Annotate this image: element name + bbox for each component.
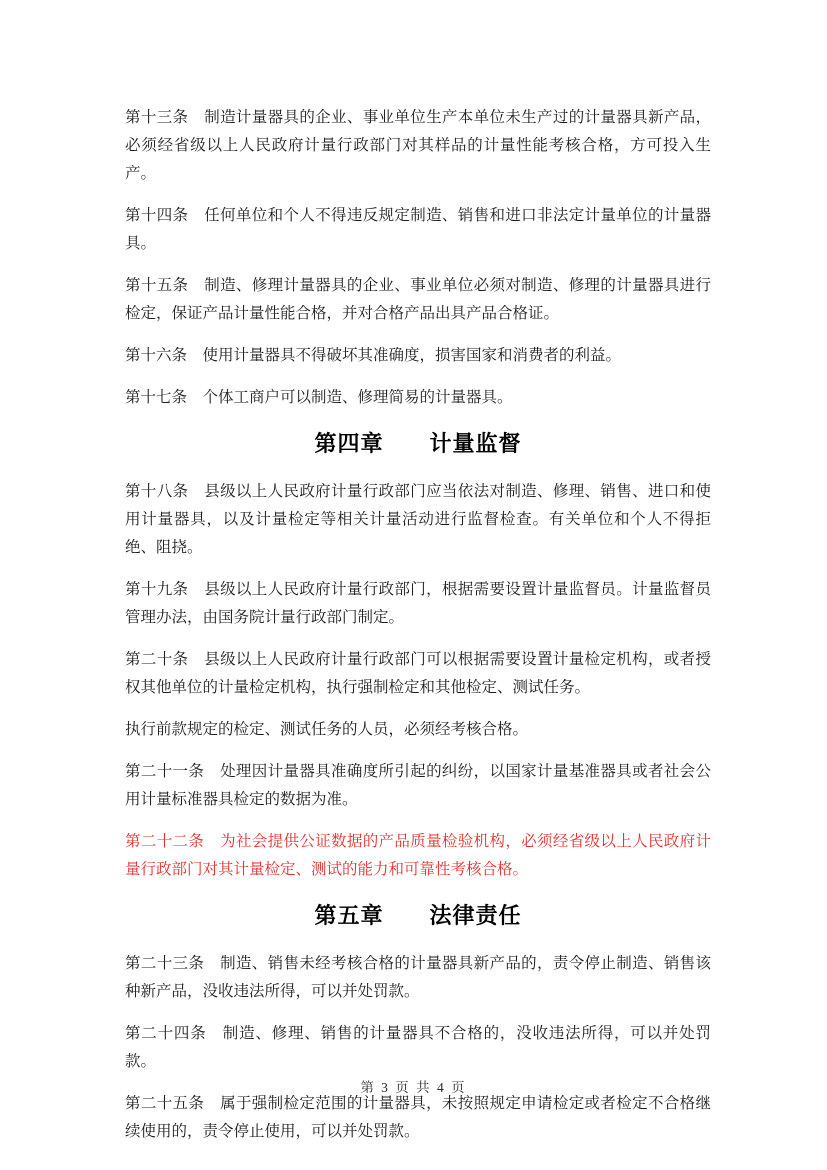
article-paragraph: 第二十五条 属于强制检定范围的计量器具，未按照规定申请检定或者检定不合格继续使用的，责令停止使用，可以并处罚款。 xyxy=(125,1095,711,1140)
chapter-heading: 第四章 计量监督 xyxy=(314,431,522,456)
article-paragraph: 第十九条 县级以上人民政府计量行政部门，根据需要设置计量监督员。计量监督员管理办法，由国务院计量行政部门制定。 xyxy=(125,581,711,626)
article-paragraph-highlighted: 第二十二条 为社会提供公证数据的产品质量检验机构，必须经省级以上人民政府计量行政部门对其计量检定、测试的能力和可靠性考核合格。 xyxy=(125,833,711,878)
chapter-heading: 第五章 法律责任 xyxy=(314,903,522,928)
article-paragraph: 执行前款规定的检定、测试任务的人员，必须经考核合格。 xyxy=(125,721,529,738)
article-paragraph: 第十五条 制造、修理计量器具的企业、事业单位必须对制造、修理的计量器具进行检定，保证产品计量性能合格，并对合格产品出具产品合格证。 xyxy=(125,277,711,322)
article-paragraph: 第十四条 任何单位和个人不得违反规定制造、销售和进口非法定计量单位的计量器具。 xyxy=(125,207,711,252)
article-paragraph: 第十七条 个体工商户可以制造、修理简易的计量器具。 xyxy=(125,389,513,406)
article-paragraph: 第二十三条 制造、销售未经考核合格的计量器具新产品的，责令停止制造、销售该种新产品，没收违法所得，可以并处罚款。 xyxy=(125,955,711,1000)
page-number-footer: 第 3 页 共 4 页 xyxy=(360,1080,467,1095)
document-body xyxy=(125,104,711,1160)
article-paragraph: 第二十条 县级以上人民政府计量行政部门可以根据需要设置计量检定机构，或者授权其他单位的计量检定机构，执行强制检定和其他检定、测试任务。 xyxy=(125,651,711,696)
article-paragraph: 第十八条 县级以上人民政府计量行政部门应当依法对制造、修理、销售、进口和使用计量器具，以及计量检定等相关计量活动进行监督检查。有关单位和个人不得拒绝、阻挠。 xyxy=(125,483,711,556)
article-paragraph: 第十六条 使用计量器具不得破坏其准确度，损害国家和消费者的利益。 xyxy=(125,347,622,364)
article-paragraph: 第二十四条 制造、修理、销售的计量器具不合格的，没收违法所得，可以并处罚款。 xyxy=(125,1025,711,1070)
article-paragraph: 第十三条 制造计量器具的企业、事业单位生产本单位未生产过的计量器具新产品，必须经省级以上人民政府计量行政部门对其样品的计量性能考核合格，方可投入生产。 xyxy=(125,109,711,182)
article-paragraph: 第二十一条 处理因计量器具准确度所引起的纠纷，以国家计量基准器具或者社会公用计量标准器具检定的数据为准。 xyxy=(125,763,711,808)
